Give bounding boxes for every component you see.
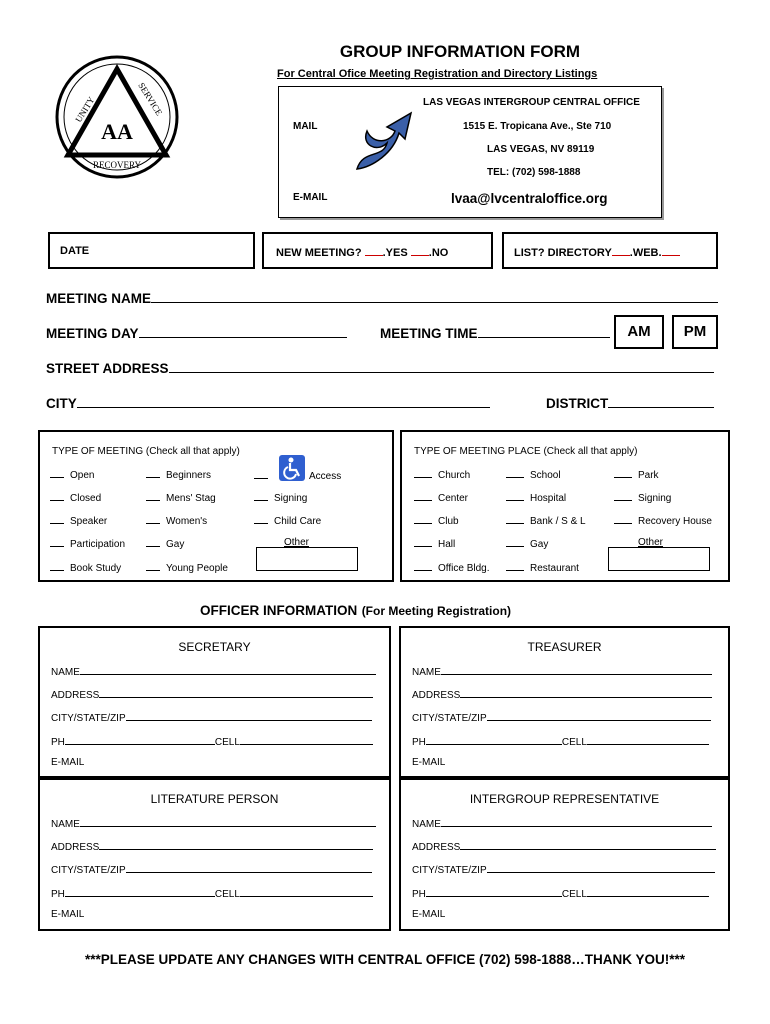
meeting-type-mens-stag[interactable]: Mens' Stag (146, 491, 216, 504)
literature-city[interactable]: CITY/STATE/ZIP (51, 862, 372, 876)
street-label: STREET ADDRESS (46, 361, 169, 376)
place-hospital[interactable]: Hospital (506, 491, 566, 504)
place-center[interactable]: Center (414, 491, 468, 504)
pm-box[interactable] (672, 315, 718, 349)
secretary-address[interactable]: ADDRESS (51, 687, 373, 701)
meeting-type-signing[interactable]: Signing (254, 491, 307, 504)
new-meeting-label: NEW MEETING? (276, 247, 362, 259)
list-box[interactable] (502, 232, 718, 269)
treasurer-email[interactable]: E-MAIL (412, 757, 446, 768)
city-field[interactable] (46, 395, 490, 411)
am-label: AM (627, 323, 651, 340)
street-field[interactable] (46, 360, 714, 376)
pm-label: PM (683, 323, 707, 340)
intergroup-title: INTERGROUP REPRESENTATIVE (469, 792, 660, 806)
wheelchair-icon (277, 454, 307, 485)
logo-aa: AA (101, 119, 133, 144)
web-blank[interactable] (662, 245, 680, 256)
office-email: lvaa@lvcentraloffice.org (451, 191, 608, 206)
yes-blank[interactable] (365, 245, 383, 256)
logo-recovery: RECOVERY (92, 160, 142, 170)
intergroup-email[interactable]: E-MAIL (412, 909, 446, 920)
city-label: CITY (46, 396, 77, 411)
literature-phone[interactable]: PH CELL (51, 886, 373, 900)
place-recovery-house[interactable]: Recovery House (614, 514, 712, 527)
secretary-city[interactable]: CITY/STATE/ZIP (51, 710, 372, 724)
directory-blank[interactable] (612, 245, 630, 256)
place-school[interactable]: School (506, 468, 561, 481)
meeting-type-young-people[interactable]: Young People (146, 561, 228, 574)
meeting-name-field[interactable] (46, 290, 718, 306)
meeting-type-participation[interactable]: Participation (50, 537, 125, 550)
arrow-icon (353, 109, 415, 180)
meeting-type-book-study[interactable]: Book Study (50, 561, 121, 574)
officer-subtitle: (For Meeting Registration) (361, 604, 512, 618)
secretary-email[interactable]: E-MAIL (51, 757, 85, 768)
type-of-meeting-title: TYPE OF MEETING (Check all that apply) (52, 446, 240, 457)
treasurer-address[interactable]: ADDRESS (412, 687, 712, 701)
officer-heading (200, 602, 511, 620)
literature-title: LITERATURE PERSON (150, 792, 279, 806)
meeting-time-field[interactable] (380, 325, 610, 341)
intergroup-address[interactable]: ADDRESS (412, 839, 716, 853)
meeting-type-other-box[interactable] (256, 547, 358, 571)
place-other-label: Other (638, 537, 664, 548)
literature-address[interactable]: ADDRESS (51, 839, 373, 853)
date-label: DATE (60, 245, 90, 257)
place-club[interactable]: Club (414, 514, 459, 527)
meeting-type-access[interactable]: Access (254, 468, 341, 485)
meeting-type-open[interactable]: Open (50, 468, 94, 481)
email-label: E-MAIL (293, 192, 328, 203)
list-directory-label: LIST? DIRECTORY (514, 247, 612, 259)
page-title: GROUP INFORMATION FORM (339, 42, 581, 61)
treasurer-city[interactable]: CITY/STATE/ZIP (412, 710, 711, 724)
place-signing[interactable]: Signing (614, 491, 671, 504)
meeting-type-speaker[interactable]: Speaker (50, 514, 107, 527)
web-label: .WEB. (629, 247, 662, 259)
place-gay[interactable]: Gay (506, 537, 548, 550)
officer-title: OFFICER INFORMATION (200, 603, 358, 618)
office-name: LAS VEGAS INTERGROUP CENTRAL OFFICE (423, 97, 640, 108)
secretary-phone[interactable]: PH CELL (51, 734, 373, 748)
literature-name[interactable]: NAME (51, 816, 376, 830)
type-of-place-box (400, 430, 730, 582)
page-subtitle: For Central Ofice Meeting Registration and Directory Listings (277, 68, 598, 80)
intergroup-phone[interactable]: PH CELL (412, 886, 709, 900)
place-park[interactable]: Park (614, 468, 659, 481)
aa-logo (52, 55, 182, 180)
meeting-type-womens[interactable]: Women's (146, 514, 207, 527)
secretary-title: SECRETARY (178, 640, 251, 654)
meeting-day-field[interactable] (46, 325, 347, 341)
mail-label: MAIL (293, 121, 318, 132)
office-tel: TEL: (702) 598-1888 (487, 167, 581, 178)
intergroup-city[interactable]: CITY/STATE/ZIP (412, 862, 715, 876)
district-field[interactable] (546, 395, 714, 411)
meeting-type-other-label: Other (284, 537, 310, 548)
literature-email[interactable]: E-MAIL (51, 909, 85, 920)
new-meeting-box[interactable] (262, 232, 493, 269)
district-label: DISTRICT (546, 396, 609, 411)
logo-service: SERVICE (136, 80, 165, 118)
place-hall[interactable]: Hall (414, 537, 455, 550)
am-box[interactable] (614, 315, 664, 349)
meeting-type-gay[interactable]: Gay (146, 537, 184, 550)
meeting-type-closed[interactable]: Closed (50, 491, 101, 504)
meeting-type-child-care[interactable]: Child Care (254, 514, 321, 527)
treasurer-phone[interactable]: PH CELL (412, 734, 709, 748)
logo-unity: UNITY (73, 95, 97, 125)
meeting-type-beginners[interactable]: Beginners (146, 468, 211, 481)
type-of-place-title: TYPE OF MEETING PLACE (Check all that apply) (414, 446, 638, 457)
place-bank[interactable]: Bank / S & L (506, 514, 586, 527)
meeting-time-label: MEETING TIME (380, 326, 478, 341)
no-blank[interactable] (411, 245, 429, 256)
treasurer-name[interactable]: NAME (412, 664, 712, 678)
intergroup-name[interactable]: NAME (412, 816, 712, 830)
place-restaurant[interactable]: Restaurant (506, 561, 579, 574)
date-box[interactable] (48, 232, 255, 269)
place-office-bldg[interactable]: Office Bldg. (414, 561, 490, 574)
meeting-day-label: MEETING DAY (46, 326, 139, 341)
office-city: LAS VEGAS, NV 89119 (487, 144, 595, 155)
place-other-box[interactable] (608, 547, 710, 571)
office-box (278, 86, 662, 218)
no-label: .NO (428, 247, 449, 259)
footer-note: ***PLEASE UPDATE ANY CHANGES WITH CENTRAL OFFICE (702) 598-1888…THANK YOU!*** (84, 952, 686, 967)
type-of-meeting-box (38, 430, 394, 582)
secretary-name[interactable]: NAME (51, 664, 376, 678)
office-street: 1515 E. Tropicana Ave., Ste 710 (463, 121, 612, 132)
meeting-name-label: MEETING NAME (46, 291, 152, 306)
treasurer-title: TREASURER (527, 640, 602, 654)
place-church[interactable]: Church (414, 468, 470, 481)
yes-label: .YES (382, 247, 408, 259)
